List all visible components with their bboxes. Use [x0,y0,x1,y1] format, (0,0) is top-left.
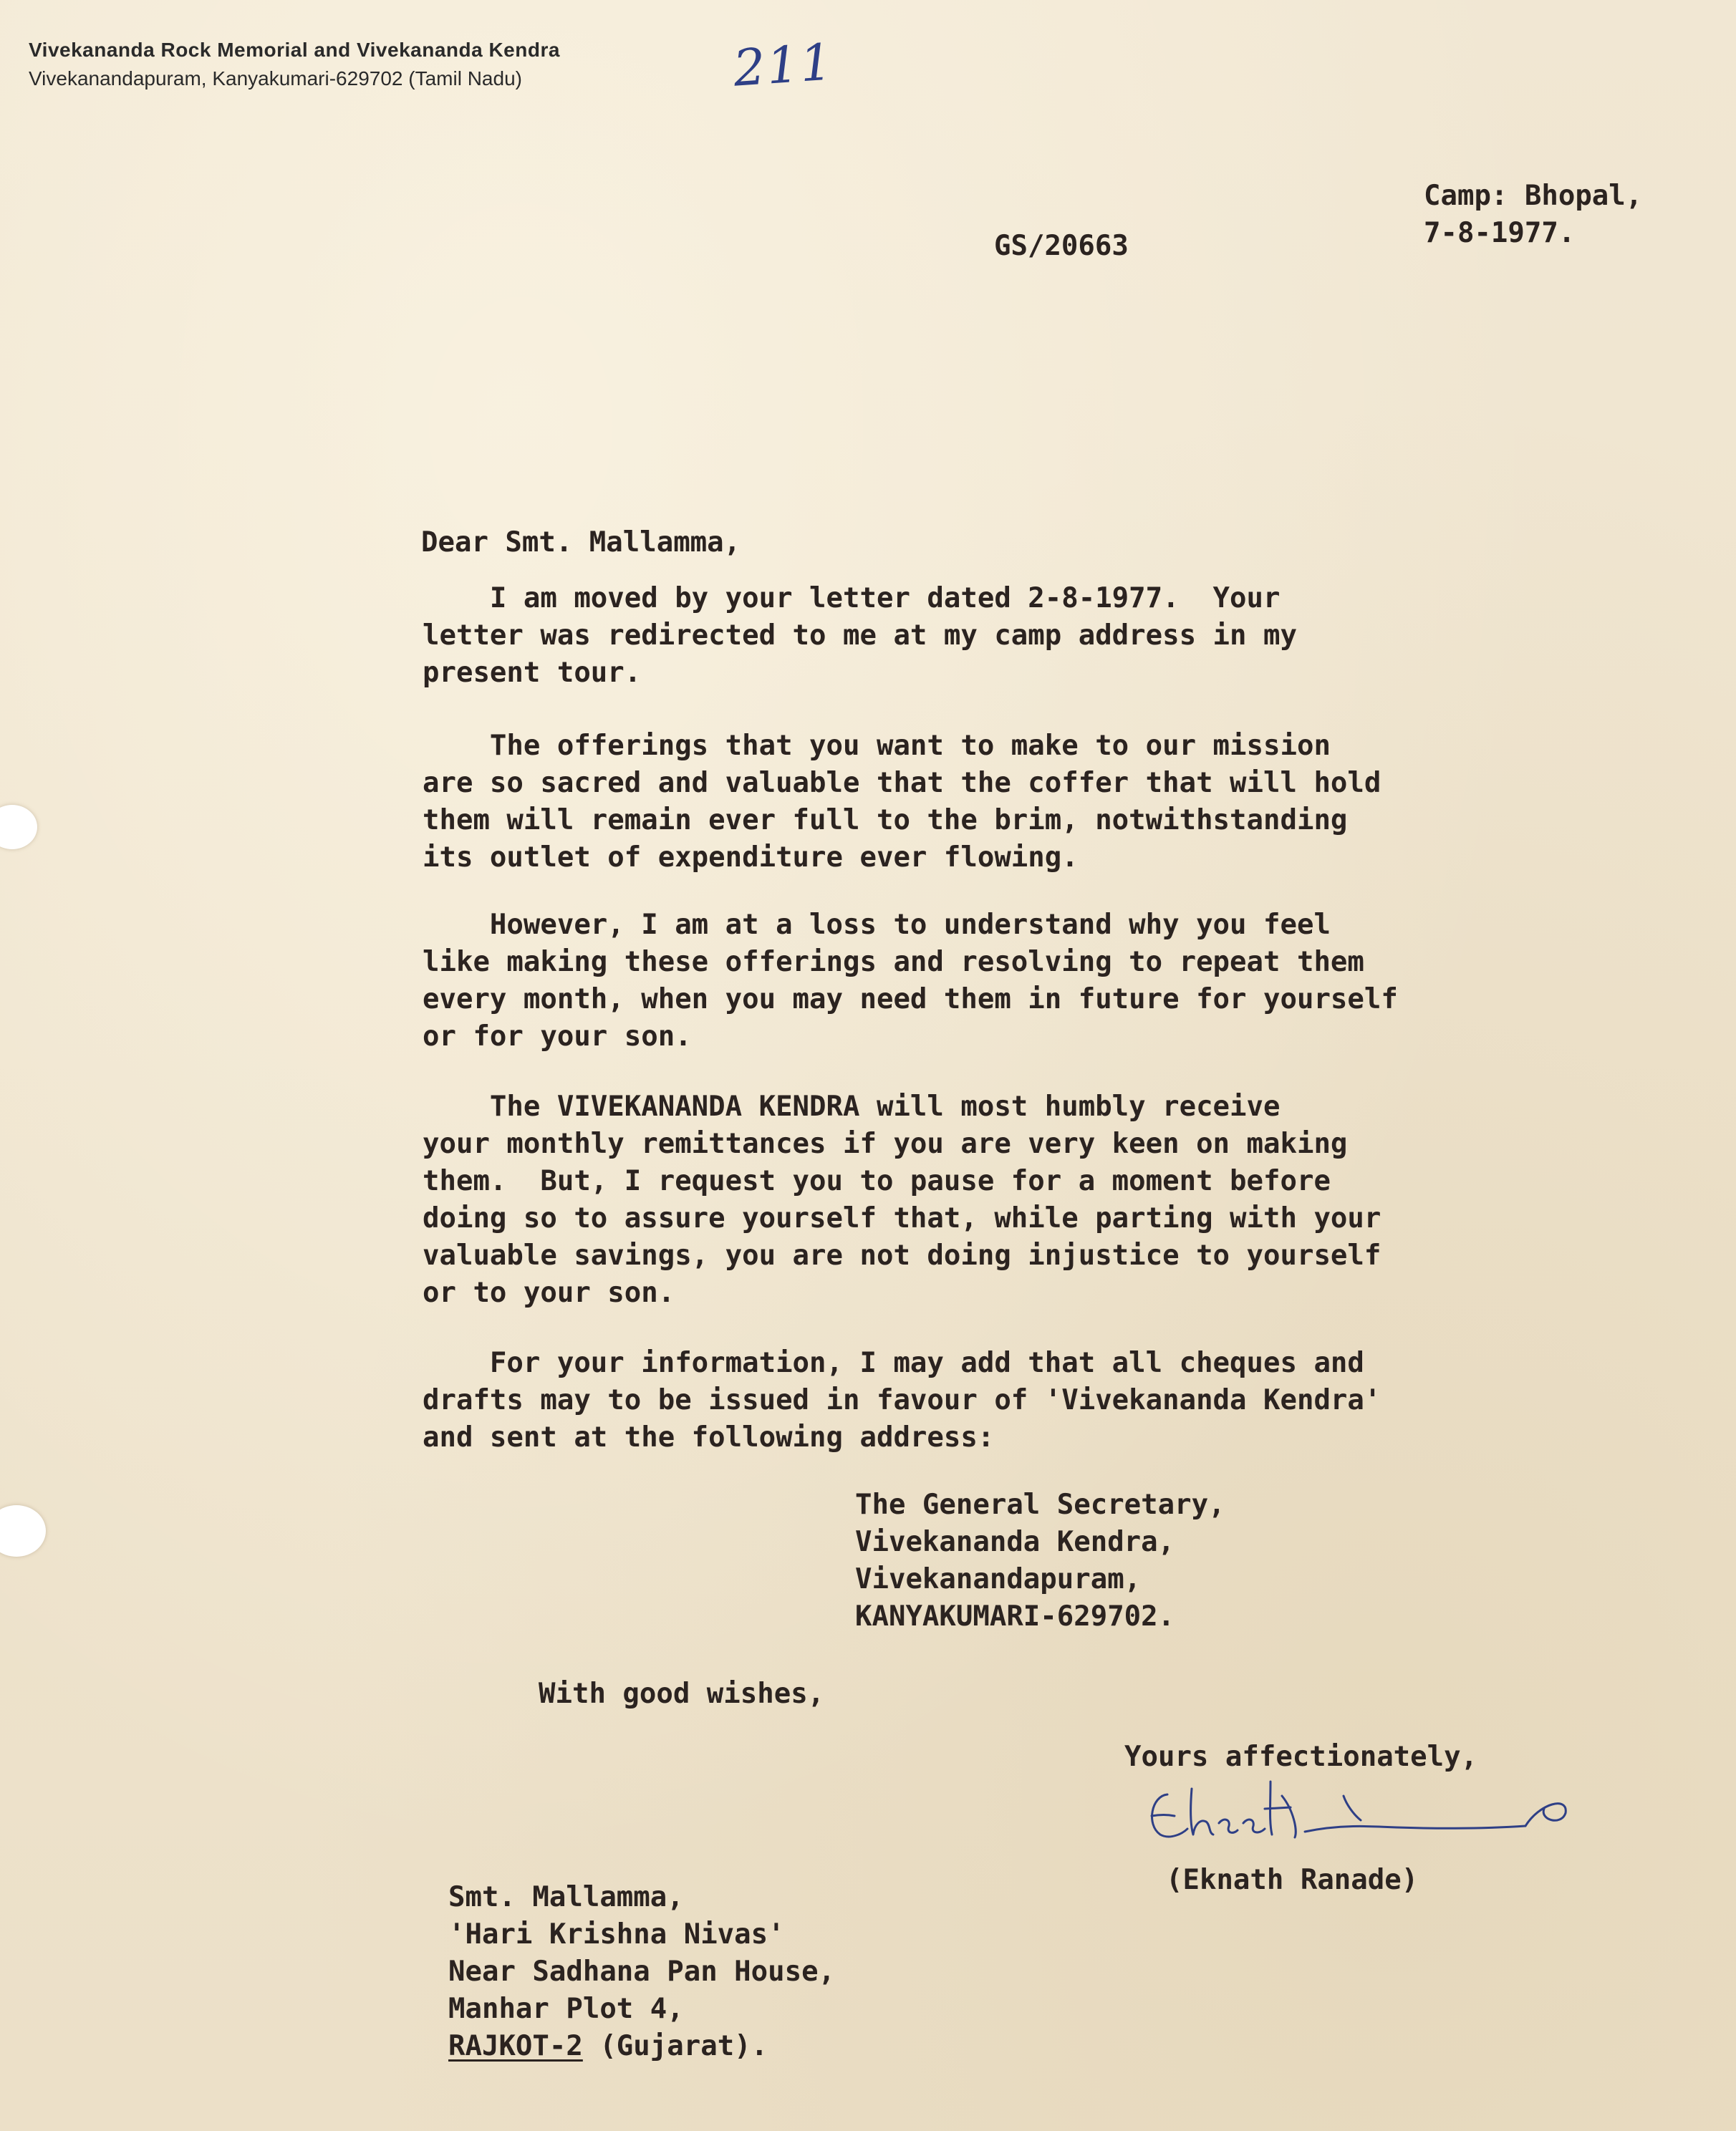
handwritten-page-number: 211 [731,32,836,98]
address-line: Vivekanandapuram, [855,1563,1142,1595]
paragraph-line: However, I am at a loss to understand why you feel [423,909,1331,941]
punch-hole [0,1505,46,1557]
paragraph-line: its outlet of expenditure ever flowing. [423,841,1079,874]
paragraph-line: them will remain ever full to the brim, notwithstanding [423,804,1348,836]
recipient-line: Smt. Mallamma, [448,1881,684,1913]
recipient-state: (Gujarat). [599,2030,768,2062]
recipient-line: Manhar Plot 4, [448,1993,684,2025]
body-paragraph-2 [423,728,1381,876]
recipient-line: 'Hari Krishna Nivas' [448,1918,785,1951]
paragraph-line: doing so to assure yourself that, while parting with your [423,1202,1381,1234]
paragraph-line: or for your son. [423,1020,692,1053]
paragraph-line: The VIVEKANANDA KENDRA will most humbly receive [423,1091,1281,1123]
recipient-address-block [448,1879,835,2065]
kendra-address-block [855,1487,1225,1635]
handwritten-signature [1139,1774,1597,1853]
paragraph-line: valuable savings, you are not doing injustice to yourself [423,1240,1381,1272]
sender-name: (Eknath Ranade) [1166,1864,1419,1896]
valediction: Yours affectionately, [1124,1741,1478,1773]
closing-wishes: With good wishes, [539,1678,825,1710]
address-line: KANYAKUMARI-629702. [855,1600,1175,1633]
address-line: The General Secretary, [855,1489,1225,1521]
reference-number: GS/20663 [994,230,1129,262]
letter-date: 7-8-1977. [1424,217,1576,249]
paragraph-line: them. But, I request you to pause for a moment before [423,1165,1331,1197]
letterhead-organization: Vivekananda Rock Memorial and Vivekananda Kendra [29,39,560,61]
paragraph-line: letter was redirected to me at my camp address in my [423,619,1297,652]
paragraph-line: like making these offerings and resolving to repeat them [423,946,1364,978]
paragraph-line: or to your son. [423,1277,675,1309]
letterhead-address: Vivekanandapuram, Kanyakumari-629702 (Tamil Nadu) [29,67,522,90]
body-paragraph-4 [423,1088,1381,1312]
camp-block [1424,178,1642,252]
paragraph-line: present tour. [423,657,642,689]
paragraph-line: I am moved by your letter dated 2-8-1977. Your [423,582,1281,614]
address-line: Vivekananda Kendra, [855,1526,1175,1558]
letterhead [29,36,560,93]
camp-place: Camp: Bhopal, [1424,180,1643,212]
punch-hole [0,805,37,849]
paragraph-line: and sent at the following address: [423,1421,995,1454]
body-paragraph-3 [423,907,1398,1055]
recipient-line: Near Sadhana Pan House, [448,1956,836,1988]
paragraph-line: are so sacred and valuable that the coffer that will hold [423,767,1381,799]
salutation: Dear Smt. Mallamma, [421,526,741,559]
recipient-city: RAJKOT-2 [448,2030,583,2062]
paragraph-line: The offerings that you want to make to our mission [423,730,1331,762]
paragraph-line: For your information, I may add that all cheques and [423,1347,1364,1379]
paragraph-line: your monthly remittances if you are very keen on making [423,1128,1348,1160]
body-paragraph-1 [423,580,1297,692]
paragraph-line: every month, when you may need them in future for yourself [423,983,1398,1015]
body-paragraph-5 [423,1345,1381,1456]
paragraph-line: drafts may to be issued in favour of 'Vivekananda Kendra' [423,1384,1381,1416]
